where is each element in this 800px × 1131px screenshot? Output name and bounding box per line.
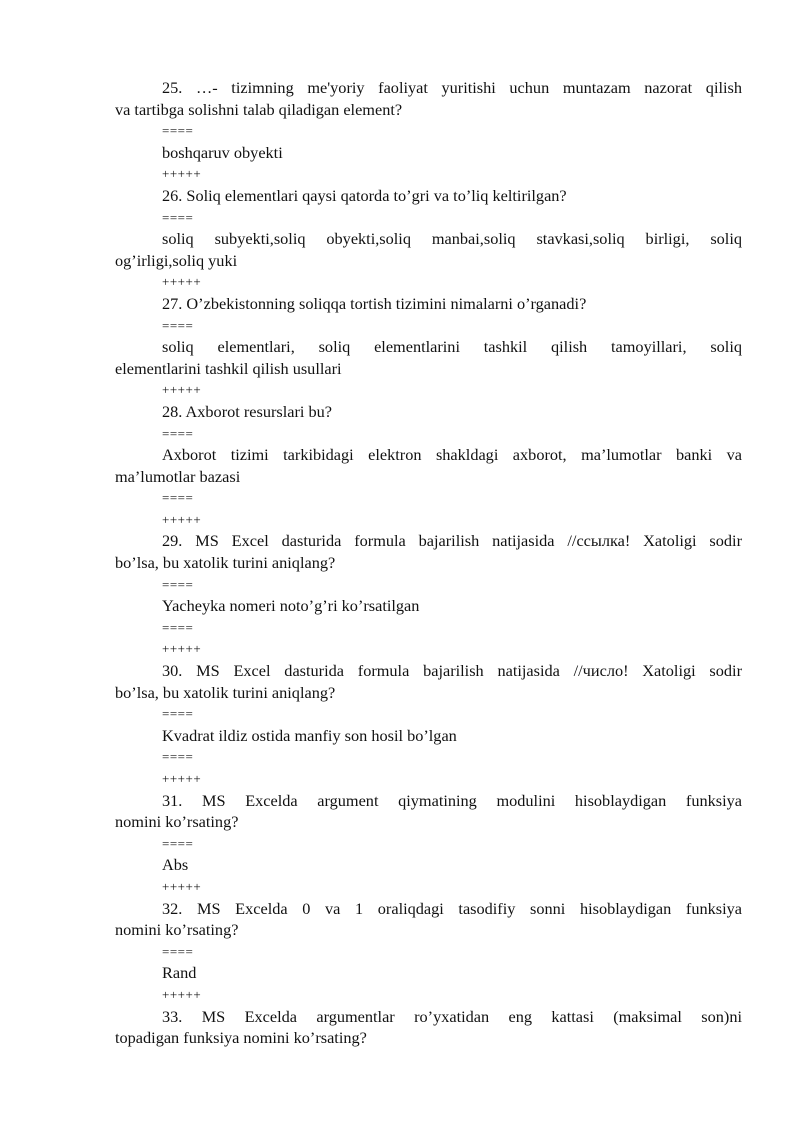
answer-27-cont: elementlarini tashkil qilish usullari: [115, 358, 342, 378]
question-26-text: 26. Soliq elementlari qaysi qatorda to’gri va to’liq keltirilgan?: [162, 185, 567, 205]
question-31-text-cont: nomini ko’rsating?: [115, 812, 239, 832]
separator: ====: [162, 317, 194, 333]
question-28-text: 28. Axborot resurslari bu?: [162, 401, 333, 421]
answer-28: Axborot tizimi tarkibidagi elektron shakldagi axborot, ma’lumotlar banki va: [162, 445, 742, 465]
question-divider: +++++: [162, 382, 202, 398]
separator: ====: [162, 123, 194, 139]
separator: ====: [162, 425, 194, 441]
question-divider: +++++: [162, 771, 202, 786]
separator: ====: [162, 576, 194, 592]
question-divider: +++++: [162, 641, 202, 657]
separator: ====: [162, 749, 194, 765]
question-33-text-cont: topadigan funksiya nomini ko’rsating?: [115, 1028, 367, 1048]
question-29-text: 29. MS Excel dasturida formula bajarilish natijasida //ссылка! Xatoligi sodir: [162, 531, 742, 551]
question-divider: +++++: [162, 986, 202, 1002]
answer-27: soliq elementlari, soliq elementlarini tashkil qilish tamoyillari, soliq: [162, 337, 742, 357]
separator: ====: [162, 619, 194, 635]
question-31-text: 31. MS Excelda argument qiymatining modulini hisoblaydigan funksiya: [162, 790, 742, 810]
separator: ====: [162, 943, 194, 959]
answer-26-cont: og’irligi,soliq yuki: [115, 250, 238, 270]
question-30-text: 30. MS Excel dasturida formula bajarilish natijasida //число! Xatoligi sodir: [162, 661, 742, 681]
question-32-text-cont: nomini ko’rsating?: [115, 920, 239, 940]
separator: ====: [162, 490, 194, 506]
separator: ====: [162, 706, 194, 722]
question-25-text-cont: va tartibga solishni talab qiladigan element?: [115, 99, 403, 119]
question-30-text-cont: bo’lsa, bu xatolik turini aniqlang?: [115, 682, 336, 702]
question-25-text: 25. …- tizimning me'yoriy faoliyat yuritishi uchun muntazam nazorat qilish: [162, 78, 742, 97]
question-27-text: 27. O’zbekistonning soliqqa tortish tizimini nimalarni o’rganadi?: [162, 293, 587, 313]
question-divider: +++++: [162, 878, 202, 894]
document-page: [115, 77, 742, 1049]
question-divider: +++++: [162, 274, 202, 290]
separator: ====: [162, 835, 194, 851]
answer-32: Rand: [162, 963, 197, 983]
question-divider: +++++: [162, 511, 202, 527]
question-32-text: 32. MS Excelda 0 va 1 oraliqdagi tasodifiy sonni hisoblaydigan funksiya: [162, 898, 742, 918]
answer-28-cont: ma’lumotlar bazasi: [115, 466, 241, 486]
answer-31: Abs: [162, 855, 189, 875]
answer-26: soliq subyekti,soliq obyekti,soliq manbai,soliq stavkasi,soliq birligi, soliq: [162, 229, 742, 249]
question-33-text: 33. MS Excelda argumentlar ro’yxatidan eng kattasi (maksimal son)ni: [162, 1006, 742, 1026]
separator: ====: [162, 209, 194, 225]
answer-30: Kvadrat ildiz ostida manfiy son hosil bo’lgan: [162, 725, 457, 745]
answer-25: boshqaruv obyekti: [162, 142, 283, 162]
question-divider: +++++: [162, 166, 202, 182]
answer-29: Yacheyka nomeri noto’g’ri ko’rsatilgan: [162, 596, 420, 616]
question-29-text-cont: bo’lsa, bu xatolik turini aniqlang?: [115, 553, 336, 573]
